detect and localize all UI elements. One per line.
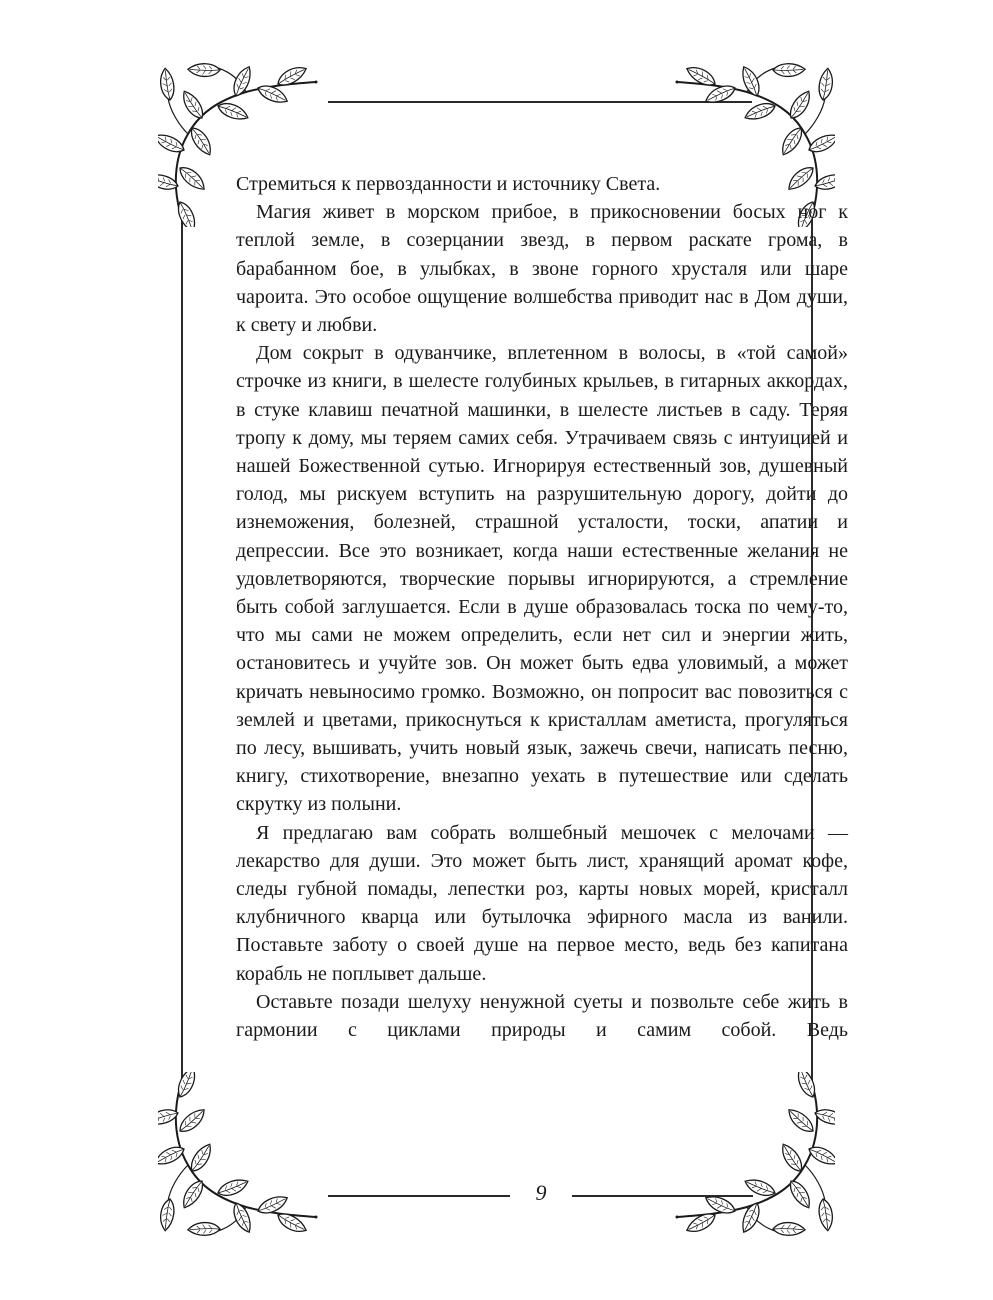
paragraph-4: Я предлагаю вам собрать волшебный мешочек с мелочами — лекарство для души. Это может быть лист, хранящий аромат кофе, следы губной помады, лепестки роз, карты новых морей, кристалл клубничного кварца или бутылочка эфирного масла из ванили. Поставьте заботу о своей душе на первое место, ведь без капитана корабль не поплывет дальше. bbox=[236, 821, 848, 985]
paragraph-1: Стремиться к первозданности и источнику Света. bbox=[236, 173, 661, 195]
left-border-line bbox=[181, 208, 183, 1088]
paragraph-3: Дом сокрыт в одуванчике, вплетенном в волосы, в «той самой» строчке из книги, в шелесте голубиных крыльев, в гитарных аккордах, в стуке клавиш печатной машинки, в шелесте листьев в саду. Теряя тропу к дому, мы теряем самих себя. Утрачиваем связь с интуицией и нашей Божественной сутью. Игнорируя естественный зов, душевный голод, мы рискуем вступить на разрушительную дорогу, дойти до изнеможения, болезней, страшной усталости, тоски, апатии и депрессии. Все это возникает, когда наши естественные желания не удовлетворяются, творческие порывы игнорируются, а стремление быть собой заглушается. Если в душе образовалась тоска по чему-то, что мы сами не можем определить, если нет сил и энергии жить, остановитесь и учуйте зов. Он может быть едва уловимый, а может кричать невыносимо громко. Возможно, он попросит вас повозиться с землей и цветами, прикоснуться к кристаллам аметиста, прогуляться по лесу, вышивать, учить новый язык, зажечь свечи, написать песню, книгу, стихотворение, внезапно уехать в путешествие или сделать скрутку из полыни. bbox=[236, 342, 848, 816]
paragraph-2: Магия живет в морском прибое, в прикосновении босых ног к теплой земле, в созерцании звезд, в первом раскате грома, в барабанном бое, в улыбках, в звоне горного хрусталя или шаре чароита. Это особое ощущение волшебства приводит нас в Дом души, к свету и любви. bbox=[236, 201, 848, 337]
page-number: 9 bbox=[535, 1180, 547, 1205]
body-text bbox=[236, 170, 848, 1044]
floral-ornament-bottom-right bbox=[670, 1072, 835, 1237]
paragraph-5: Оставьте позади шелуху ненужной суеты и позвольте себе жить в гармонии с циклами природы и самим собой. Ведь bbox=[236, 990, 848, 1042]
bottom-left-border-line bbox=[328, 1195, 510, 1197]
floral-ornament-bottom-left bbox=[158, 1072, 323, 1237]
